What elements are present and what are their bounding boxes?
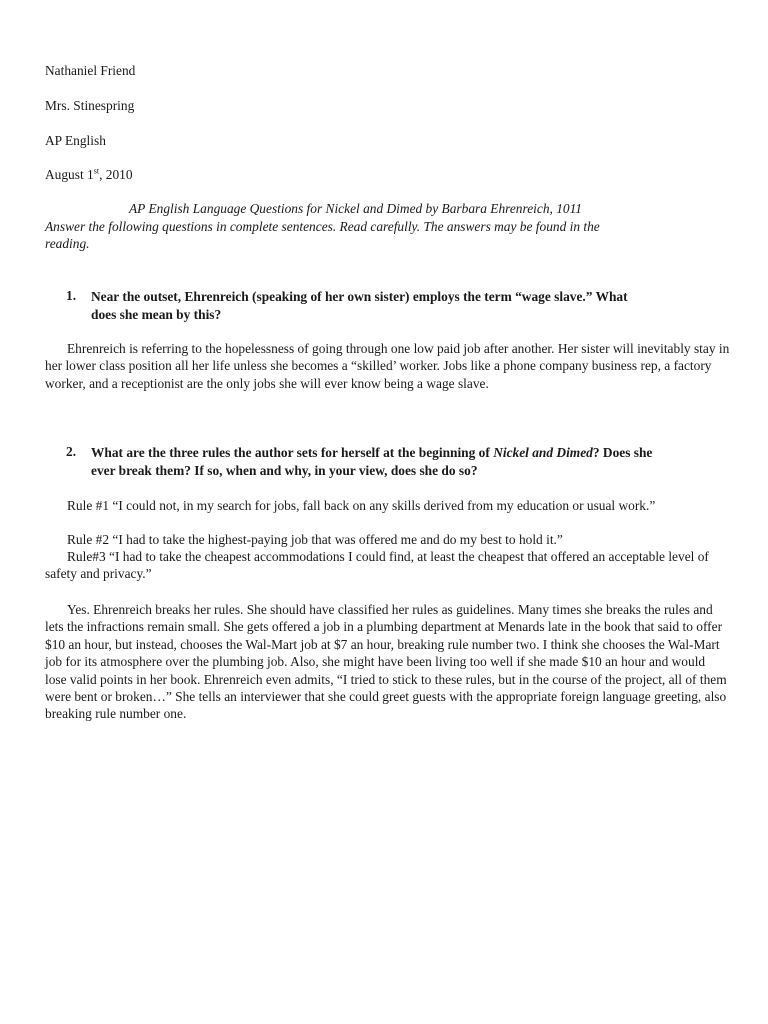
question1-number: 1. bbox=[66, 288, 77, 303]
assignment-instructions-line1: Answer the following questions in complete sentences. Read carefully. The answers may be found in the bbox=[45, 219, 600, 234]
date-prefix: August 1 bbox=[45, 167, 94, 182]
question2-line1 bbox=[91, 444, 731, 462]
question2-number: 2. bbox=[66, 444, 77, 459]
assignment-instructions-line2: reading. bbox=[45, 236, 90, 251]
rule1: Rule #1 “I could not, in my search for jobs, fall back on any skills derived from my education or usual work.” bbox=[67, 498, 656, 513]
answer1-paragraph: Ehrenreich is referring to the hopelessness of going through one low paid job after another. Her sister will inevitably stay in her lower class position all her life unless she becomes a “skilled’ worker. Jobs like a phone company business rep, a factory worker, and a receptionist are the only jobs she will ever know being a wage slave. bbox=[45, 341, 730, 391]
assignment-title: AP English Language Questions for Nickel and Dimed by Barbara Ehrenreich, 1011 bbox=[129, 201, 582, 216]
course-name: AP English bbox=[45, 133, 106, 148]
question2-text bbox=[91, 444, 731, 481]
question2-line1-end: ? Does she bbox=[592, 445, 653, 460]
question1-text bbox=[91, 288, 731, 325]
rule2: Rule #2 “I had to take the highest-paying job that was offered me and do my best to hold it.” bbox=[67, 532, 563, 547]
question2-line1-start: What are the three rules the author sets for herself at the beginning of bbox=[91, 445, 494, 460]
answer2-paragraph: Yes. Ehrenreich breaks her rules. She should have classified her rules as guidelines. Many times she breaks the rules and lets the infractions remain small. She gets offered a job in a plumbing department at Menards late in the book that said to offer $10 an hour, but instead, chooses the Wal-Mart job at $7 an hour, breaking rule number two. I think she chooses the Wal-Mart job for its atmosphere over the plumbing job. Also, she might have been living too well if she made $10 an hour and would lose valid points in her book. Ehrenreich even admits, “I tried to stick to these rules, but in the course of the project, all of them were bent or broken…” She tells an interviewer that she could greet guests with the appropriate foreign language greeting, also breaking rule number one. bbox=[45, 602, 727, 722]
date-superscript: st bbox=[93, 166, 100, 176]
date bbox=[45, 167, 133, 183]
student-name: Nathaniel Friend bbox=[45, 63, 136, 78]
teacher-name: Mrs. Stinespring bbox=[45, 98, 135, 113]
question2-line2: ever break them? If so, when and why, in your view, does she do so? bbox=[91, 463, 478, 479]
date-suffix: , 2010 bbox=[99, 167, 133, 182]
question2-book-title: Nickel and Dimed bbox=[493, 445, 593, 460]
question1-line1: Near the outset, Ehrenreich (speaking of her own sister) employs the term “wage slave.” What bbox=[91, 289, 628, 304]
rule3: Rule#3 “I had to take the cheapest accommodations I could find, at least the cheapest that offered an acceptable level of safety and privacy.” bbox=[45, 549, 709, 582]
question1-line2: does she mean by this? bbox=[91, 307, 222, 323]
